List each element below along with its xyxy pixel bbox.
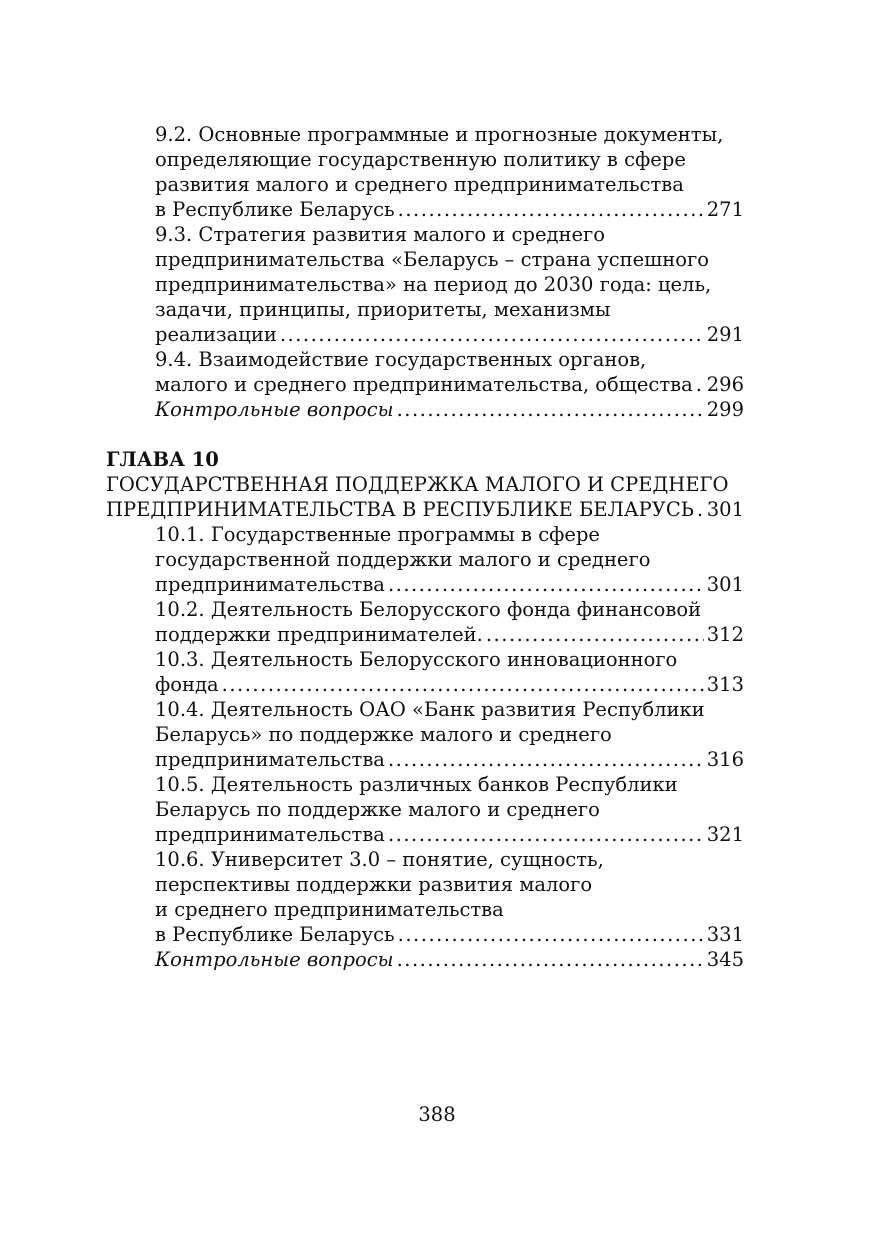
toc-entry-text: в Республике Беларусь bbox=[155, 923, 395, 946]
toc-page-number: 313 bbox=[706, 673, 744, 696]
dot-leader bbox=[280, 322, 704, 347]
dot-leader bbox=[388, 822, 704, 847]
toc-entry-text: в Республике Беларусь bbox=[155, 198, 395, 221]
toc-page-number: 331 bbox=[706, 923, 744, 946]
toc-entry-text: предпринимательства bbox=[155, 748, 385, 771]
toc-page-number: 271 bbox=[706, 198, 744, 221]
toc-entry-text: фонда bbox=[155, 673, 219, 696]
toc-entry-text: 10.6. Университет 3.0 – понятие, сущность, bbox=[155, 848, 604, 871]
toc-entry-text: малого и среднего предпринимательства, общества bbox=[155, 373, 693, 396]
dot-leader bbox=[222, 672, 704, 697]
toc-entry-9-4[interactable] bbox=[106, 347, 744, 397]
toc-entry-control-questions-10[interactable] bbox=[106, 947, 744, 972]
toc-page-number: 299 bbox=[706, 398, 744, 421]
toc-entry-text: предпринимательства bbox=[155, 823, 385, 846]
toc-entry-text: задачи, принципы, приоритеты, механизмы bbox=[155, 298, 611, 321]
toc-entry-text: предпринимательства bbox=[155, 573, 385, 596]
toc-entry-text: 9.4. Взаимодействие государственных органов, bbox=[155, 348, 647, 371]
toc-page-number: 291 bbox=[706, 323, 744, 346]
toc-entry-text: 10.2. Деятельность Белорусского фонда финансовой bbox=[155, 598, 702, 621]
dot-leader bbox=[697, 497, 704, 522]
toc-chapter-10[interactable] bbox=[106, 447, 744, 522]
toc-entry-text: Беларусь по поддержке малого и среднего bbox=[155, 798, 600, 821]
chapter-heading: ГЛАВА 10 bbox=[106, 448, 219, 471]
toc-entry-text: предпринимательства «Беларусь – страна успешного bbox=[155, 248, 709, 271]
toc-entry-10-1[interactable] bbox=[106, 522, 744, 597]
toc-entry-10-6[interactable] bbox=[106, 847, 744, 947]
toc-entry-text: 10.3. Деятельность Белорусского инновационного bbox=[155, 648, 678, 671]
toc-entry-text: 9.2. Основные программные и прогнозные документы, bbox=[155, 123, 724, 146]
toc-entry-text: 10.4. Деятельность ОАО «Банк развития Республики bbox=[155, 698, 705, 721]
toc-page-number: 301 bbox=[706, 498, 744, 521]
toc-entry-9-3[interactable] bbox=[106, 222, 744, 347]
dot-leader bbox=[398, 922, 704, 947]
toc-entry-text: 10.5. Деятельность различных банков Республики bbox=[155, 773, 678, 796]
toc-entry-text: предпринимательства» на период до 2030 года: цель, bbox=[155, 273, 712, 296]
toc-entry-10-4[interactable] bbox=[106, 697, 744, 772]
toc-entry-text: Контрольные вопросы bbox=[155, 948, 394, 971]
toc-page-number: 345 bbox=[706, 948, 744, 971]
toc-entry-text: поддержки предпринимателей. bbox=[155, 623, 483, 646]
toc-entry-text: государственной поддержки малого и среднего bbox=[155, 548, 651, 571]
chapter-title-text: ПРЕДПРИНИМАТЕЛЬСТВА В РЕСПУБЛИКЕ БЕЛАРУСЬ bbox=[106, 498, 694, 521]
dot-leader bbox=[397, 947, 704, 972]
toc-entry-10-5[interactable] bbox=[106, 772, 744, 847]
toc-entry-10-3[interactable] bbox=[106, 647, 744, 697]
toc-entry-text: развития малого и среднего предпринимательства bbox=[155, 173, 684, 196]
spacer bbox=[106, 422, 744, 447]
toc-entry-text: Контрольные вопросы bbox=[155, 398, 394, 421]
toc-page-number: 301 bbox=[706, 573, 744, 596]
page-number: 388 bbox=[418, 1103, 456, 1126]
dot-leader bbox=[388, 747, 704, 772]
table-of-contents bbox=[106, 122, 744, 972]
toc-entry-control-questions-9[interactable] bbox=[106, 397, 744, 422]
toc-page-number: 296 bbox=[706, 373, 744, 396]
toc-page-number: 316 bbox=[706, 748, 744, 771]
toc-entry-text: 10.1. Государственные программы в сфере bbox=[155, 523, 600, 546]
toc-entry-text: Беларусь» по поддержке малого и среднего bbox=[155, 723, 612, 746]
toc-entry-text: определяющие государственную политику в сфере bbox=[155, 148, 686, 171]
toc-entry-9-2[interactable] bbox=[106, 122, 744, 222]
toc-entry-10-2[interactable] bbox=[106, 597, 744, 647]
dot-leader bbox=[486, 622, 704, 647]
dot-leader bbox=[696, 372, 704, 397]
toc-entry-text: 9.3. Стратегия развития малого и среднего bbox=[155, 223, 605, 246]
chapter-title-text: ГОСУДАРСТВЕННАЯ ПОДДЕРЖКА МАЛОГО И СРЕДНЕГО bbox=[106, 473, 729, 496]
toc-entry-text: и среднего предпринимательства bbox=[155, 898, 504, 921]
dot-leader bbox=[388, 572, 704, 597]
toc-page-number: 321 bbox=[706, 823, 744, 846]
toc-entry-text: реализации bbox=[155, 323, 277, 346]
toc-page-number: 312 bbox=[706, 623, 744, 646]
dot-leader bbox=[397, 397, 704, 422]
dot-leader bbox=[398, 197, 704, 222]
toc-entry-text: перспективы поддержки развития малого bbox=[155, 873, 593, 896]
